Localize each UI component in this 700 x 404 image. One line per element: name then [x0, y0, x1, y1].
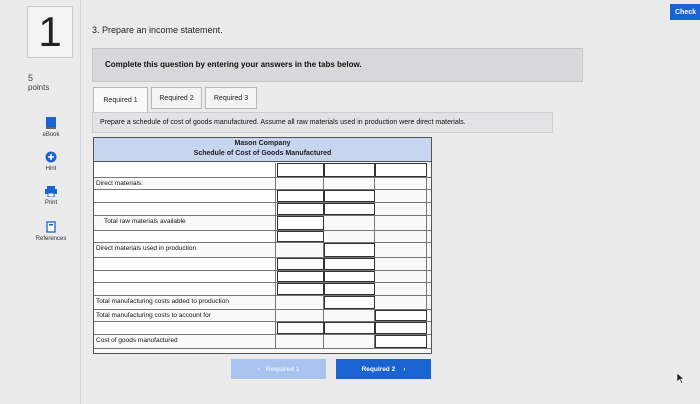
- tab-required-2[interactable]: Required 2: [151, 87, 202, 109]
- schedule-row: [94, 231, 431, 243]
- amount-input[interactable]: [324, 322, 375, 334]
- instructions-banner: [92, 48, 583, 82]
- amount-input: [375, 243, 427, 257]
- references-label: References: [35, 236, 67, 242]
- amount-input[interactable]: [277, 216, 324, 230]
- schedule-table: [93, 137, 432, 354]
- row-label-input[interactable]: [94, 258, 276, 270]
- hint-icon: [45, 151, 57, 163]
- amount-input: [324, 231, 375, 242]
- row-label-input[interactable]: [94, 322, 276, 334]
- references-tool[interactable]: [28, 221, 74, 242]
- amount-input[interactable]: [324, 203, 375, 215]
- row-label-input[interactable]: [94, 231, 276, 242]
- question-prompt: 3. Prepare an income statement.: [92, 25, 223, 35]
- amount-input[interactable]: [375, 163, 427, 177]
- row-label-input[interactable]: [94, 271, 276, 282]
- next-tab-label: Required 2: [361, 365, 396, 373]
- tab-required-3[interactable]: Required 3: [205, 87, 257, 109]
- row-label-input: Total manufacturing costs to account for: [94, 310, 276, 321]
- schedule-row: [94, 178, 431, 190]
- amount-input[interactable]: [324, 283, 375, 295]
- amount-input[interactable]: [277, 163, 324, 177]
- amount-input[interactable]: [277, 322, 324, 334]
- amount-input: [375, 190, 427, 202]
- next-tab-button[interactable]: [336, 359, 431, 379]
- ebook-label: eBook: [42, 132, 60, 138]
- amount-input: [375, 216, 427, 230]
- schedule-row: [94, 310, 431, 322]
- schedule-row: [94, 271, 431, 283]
- ebook-tool[interactable]: [28, 117, 74, 138]
- references-icon: [46, 221, 56, 233]
- amount-input: [324, 335, 375, 348]
- schedule-row: [94, 258, 431, 271]
- schedule-row: [94, 216, 431, 231]
- points-label: points: [28, 83, 50, 92]
- row-label-input[interactable]: [94, 190, 276, 202]
- chevron-right-icon: ›: [403, 365, 406, 373]
- amount-input[interactable]: [324, 243, 375, 257]
- task-prompt: Prepare a schedule of cost of goods manufactured. Assume all raw materials used in production were direct materials.: [100, 119, 466, 126]
- amount-input: [375, 283, 427, 295]
- amount-input: [375, 258, 427, 270]
- check-button[interactable]: Check: [670, 4, 700, 20]
- ebook-icon: [46, 117, 56, 129]
- row-label-input: Total raw materials available: [94, 216, 276, 230]
- row-label-input: Direct materials:: [94, 178, 276, 189]
- print-label: Print: [44, 200, 58, 206]
- schedule-header: [94, 138, 431, 162]
- schedule-row: [94, 243, 431, 258]
- amount-input[interactable]: [375, 335, 427, 348]
- amount-input[interactable]: [277, 258, 324, 270]
- amount-input[interactable]: [375, 310, 427, 321]
- amount-input[interactable]: [324, 296, 375, 309]
- amount-input: [375, 231, 427, 242]
- prev-tab-button[interactable]: [231, 359, 326, 379]
- hint-tool[interactable]: [28, 151, 74, 172]
- schedule-row: [94, 190, 431, 203]
- points-value: 5: [28, 73, 34, 83]
- amount-input: [277, 335, 324, 348]
- amount-input[interactable]: [324, 258, 375, 270]
- amount-input: [375, 178, 427, 189]
- schedule-title: Schedule of Cost of Goods Manufactured: [193, 150, 332, 157]
- points-info: [28, 73, 49, 93]
- row-label-input[interactable]: [94, 283, 276, 295]
- schedule-row: [94, 283, 431, 296]
- schedule-row: [94, 163, 431, 178]
- schedule-row: [94, 335, 431, 349]
- sidebar-divider: [80, 0, 81, 404]
- hint-label: Hint: [45, 166, 57, 172]
- amount-input[interactable]: [277, 203, 324, 215]
- row-label-input[interactable]: [94, 163, 276, 177]
- row-label-input: Cost of goods manufactured: [94, 335, 276, 348]
- company-name: Mason Company: [234, 140, 291, 147]
- question-number: 1: [27, 6, 73, 58]
- amount-input: [277, 243, 324, 257]
- task-prompt-box: [92, 112, 553, 133]
- schedule-row: [94, 322, 431, 335]
- amount-input[interactable]: [324, 190, 375, 202]
- amount-input[interactable]: [324, 271, 375, 282]
- amount-input: [277, 178, 324, 189]
- amount-input: [324, 178, 375, 189]
- amount-input: [375, 271, 427, 282]
- row-label-input[interactable]: [94, 203, 276, 215]
- amount-input[interactable]: [277, 190, 324, 202]
- amount-input[interactable]: [277, 271, 324, 282]
- schedule-row: [94, 296, 431, 310]
- amount-input: [324, 216, 375, 230]
- schedule-row: [94, 203, 431, 216]
- chevron-left-icon: ‹: [257, 365, 260, 373]
- row-label-input: Total manufacturing costs added to production: [94, 296, 276, 309]
- prev-tab-label: Required 1: [265, 365, 300, 373]
- amount-input[interactable]: [277, 283, 324, 295]
- amount-input: [277, 296, 324, 309]
- amount-input: [375, 203, 427, 215]
- amount-input: [277, 310, 324, 321]
- print-icon: [45, 186, 57, 197]
- instructions-text: Complete this question by entering your answers in the tabs below.: [105, 60, 362, 69]
- row-label-input: Direct materials used in production: [94, 243, 276, 257]
- amount-input[interactable]: [277, 231, 324, 242]
- print-tool[interactable]: [28, 186, 74, 206]
- amount-input[interactable]: [324, 163, 375, 177]
- mouse-cursor-icon: [677, 373, 685, 384]
- amount-input: [324, 310, 375, 321]
- tab-required-1[interactable]: Required 1: [93, 87, 148, 112]
- amount-input[interactable]: [375, 322, 427, 334]
- amount-input: [375, 296, 427, 309]
